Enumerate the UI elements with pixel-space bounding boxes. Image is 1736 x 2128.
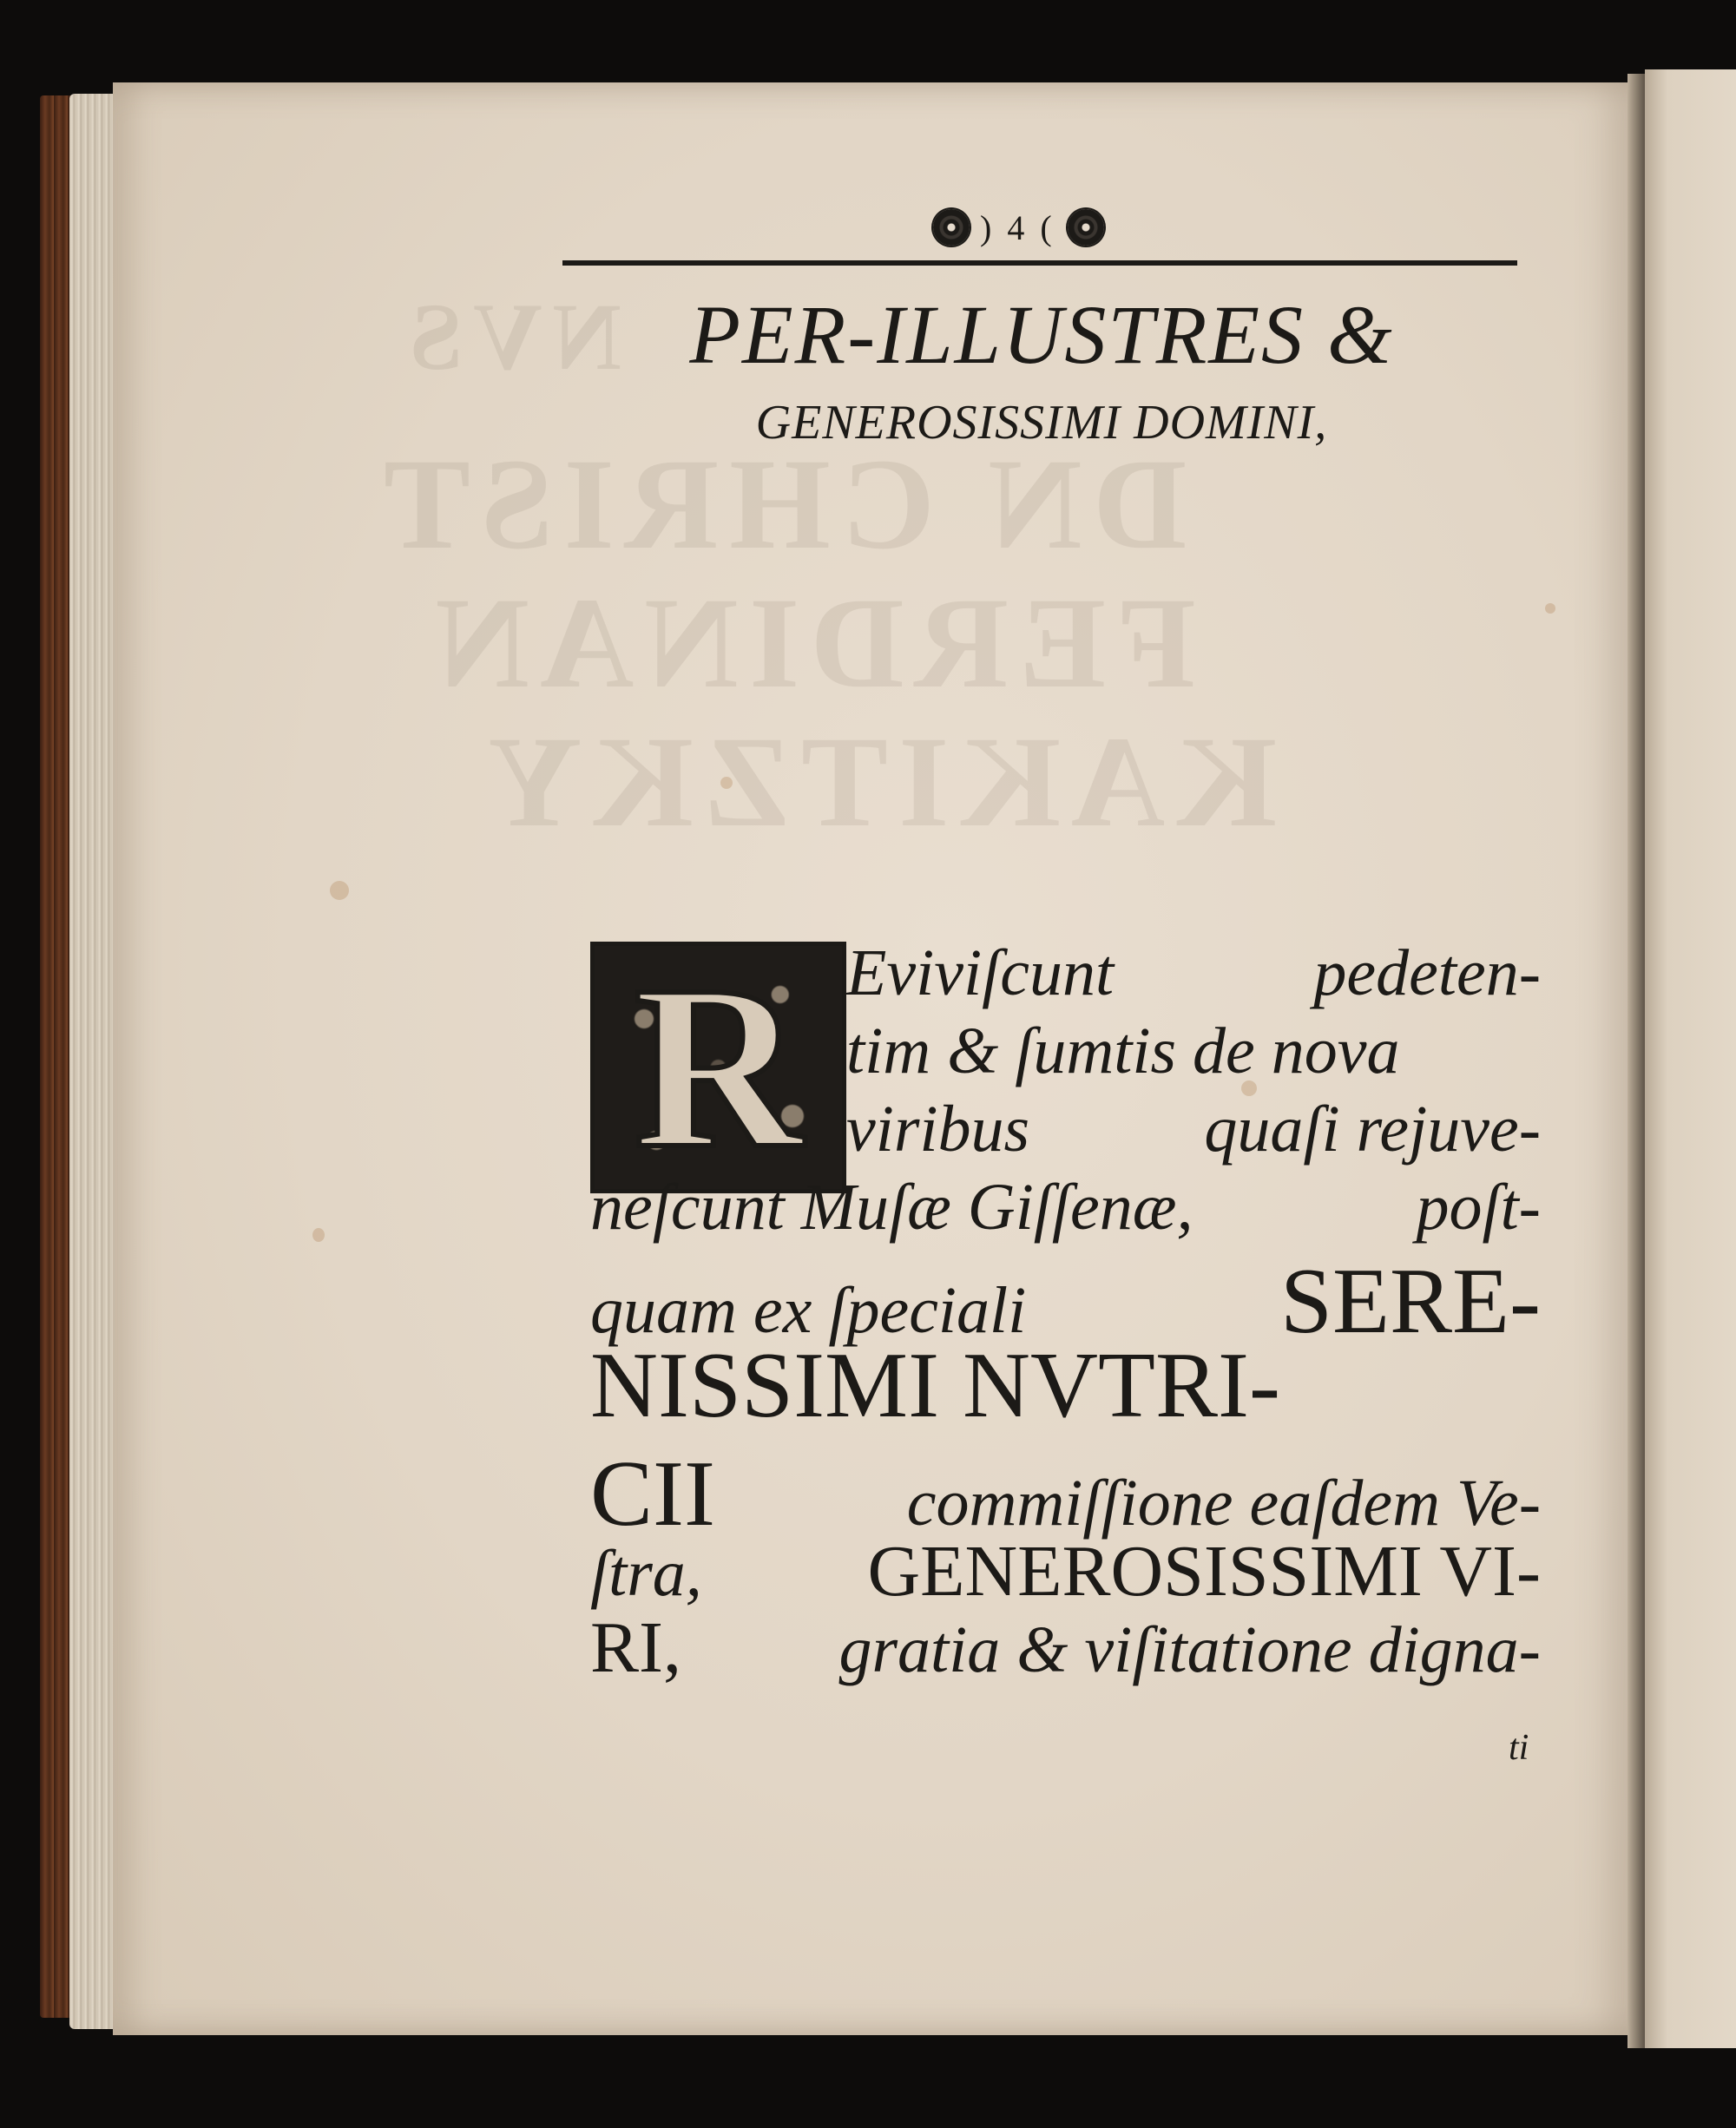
text-line-9 <box>590 1606 1541 1690</box>
bracket-right: ( <box>1040 207 1057 247</box>
text-fragment: CII <box>590 1442 715 1546</box>
foxing-spot <box>720 777 733 789</box>
text-fragment: quam ex ſpeciali <box>590 1274 1027 1347</box>
title-line-1: PER-ILLUSTRES & <box>689 288 1394 381</box>
catchword: ti <box>1509 1728 1529 1768</box>
text-fragment: SERE- <box>1279 1250 1541 1353</box>
text-fragment: quaſi rejuve- <box>1204 1093 1541 1166</box>
text-fragment: pedeten- <box>1313 936 1541 1009</box>
text-line-2 <box>846 1014 1541 1089</box>
text-fragment: GENEROSISSIMI VI- <box>867 1531 1541 1612</box>
bracket-left: ) <box>980 207 997 247</box>
header-rule <box>562 260 1517 266</box>
text-line-1 <box>846 936 1541 1011</box>
text-fragment: gratia & viſitatione digna- <box>838 1613 1541 1686</box>
text-fragment: viribus <box>846 1093 1030 1166</box>
text-fragment: NISSIMI NVTRI- <box>590 1334 1280 1437</box>
text-line-4 <box>590 1170 1541 1245</box>
page-number: 4 <box>1007 207 1030 247</box>
title-line-2: GENEROSISSIMI DOMINI, <box>755 396 1328 450</box>
woodcut-dropcap <box>590 937 846 1197</box>
show-through-text: FERDINAN <box>425 571 1196 715</box>
text-fragment: poſt- <box>1416 1171 1541 1244</box>
text-fragment: RI, <box>590 1607 681 1688</box>
text-fragment: neſcunt Muſæ Giſſenæ, <box>590 1171 1194 1244</box>
show-through-text: NVS <box>399 284 622 390</box>
text-fragment: Eviviſcunt <box>846 936 1115 1009</box>
text-line-6 <box>590 1332 1554 1440</box>
show-through-text: KAKITZKY <box>477 710 1278 854</box>
dropcap-letter: R <box>634 937 803 1197</box>
text-line-8 <box>590 1529 1541 1613</box>
text-fragment: tim & ſumtis de nova <box>846 1015 1400 1087</box>
foxing-spot <box>1545 603 1555 614</box>
running-header <box>933 201 1104 253</box>
foxing-spot <box>312 1228 325 1242</box>
rosette-ornament-icon <box>1068 209 1104 246</box>
foxing-spot <box>330 881 349 900</box>
text-fragment: ſtra, <box>590 1537 702 1610</box>
facing-page-edge <box>1645 69 1736 2048</box>
rosette-ornament-icon <box>933 209 970 246</box>
show-through-text: DN CHRIST <box>373 432 1187 576</box>
text-fragment: commiſſione eaſdem Ve- <box>906 1467 1541 1540</box>
text-line-3 <box>846 1092 1541 1167</box>
